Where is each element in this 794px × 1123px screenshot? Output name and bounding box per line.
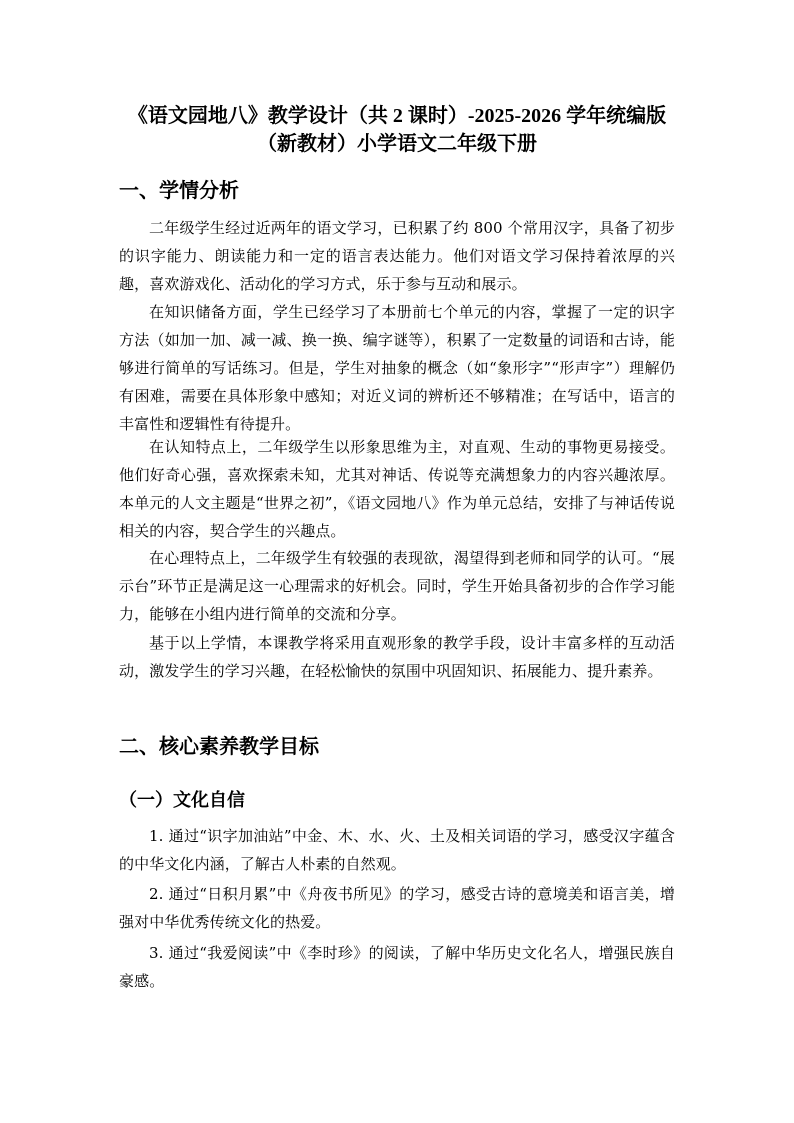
document-title-line1: 《语文园地八》教学设计（共 2 课时）-2025-2026 学年统编版 [127,105,667,127]
goal-item-3: 3. 通过“我爱阅读”中《李时珍》的阅读，了解中华历史文化名人，增强民族自豪感。 [119,944,675,990]
section1-heading: 一、学情分析 [119,178,239,202]
goal-item-1: 1. 通过“识字加油站”中金、木、水、火、土及相关词语的学习，感受汉字蕴含的中华文化内涵，了解古人朴素的自然观。 [119,827,675,873]
subsection-cultural-confidence-heading: （一）文化自信 [119,790,245,811]
document-title-line2: （新教材）小学语文二年级下册 [257,133,537,155]
section1-paragraph-1: 二年级学生经过近两年的语文学习，已积累了约 800 个常用汉字，具备了初步的识字能力、朗读能力和一定的语言表达能力。他们对语文学习保持着浓厚的兴趣，喜欢游戏化、活动化的学习方式，乐于参与互动和展示。 [119,219,675,293]
goal-item-2: 2. 通过“日积月累”中《舟夜书所见》的学习，感受古诗的意境美和语言美，增强对中华优秀传统文化的热爱。 [119,885,675,931]
section1-paragraph-2: 在知识储备方面，学生已经学习了本册前七个单元的内容，掌握了一定的识字方法（如加一加、减一减、换一换、编字谜等），积累了一定数量的词语和古诗，能够进行简单的写话练习。但是，学生对抽象的概念（如“象形字”“形声字”）理解仍有困难，需要在具体形象中感知；对近义词的辨析还不够精准；在写话中，语言的丰富性和逻辑性有待提升。 [119,303,675,433]
section1-paragraph-3: 在认知特点上，二年级学生以形象思维为主，对直观、生动的事物更易接受。他们好奇心强，喜欢探索未知，尤其对神话、传说等充满想象力的内容兴趣浓厚。本单元的人文主题是“世界之初”，《语文园地八》作为单元总结，安排了与神话传说相关的内容，契合学生的兴趣点。 [119,438,675,540]
section2-heading: 二、核心素养教学目标 [119,734,319,758]
section1-paragraph-4: 在心理特点上，二年级学生有较强的表现欲，渴望得到老师和同学的认可。“展示台”环节正是满足这一心理需求的好机会。同时，学生开始具备初步的合作学习能力，能够在小组内进行简单的交流和分享。 [119,549,675,623]
section1-paragraph-5: 基于以上学情，本课教学将采用直观形象的教学手段，设计丰富多样的互动活动，激发学生的学习兴趣，在轻松愉快的氛围中巩固知识、拓展能力、提升素养。 [119,634,675,680]
